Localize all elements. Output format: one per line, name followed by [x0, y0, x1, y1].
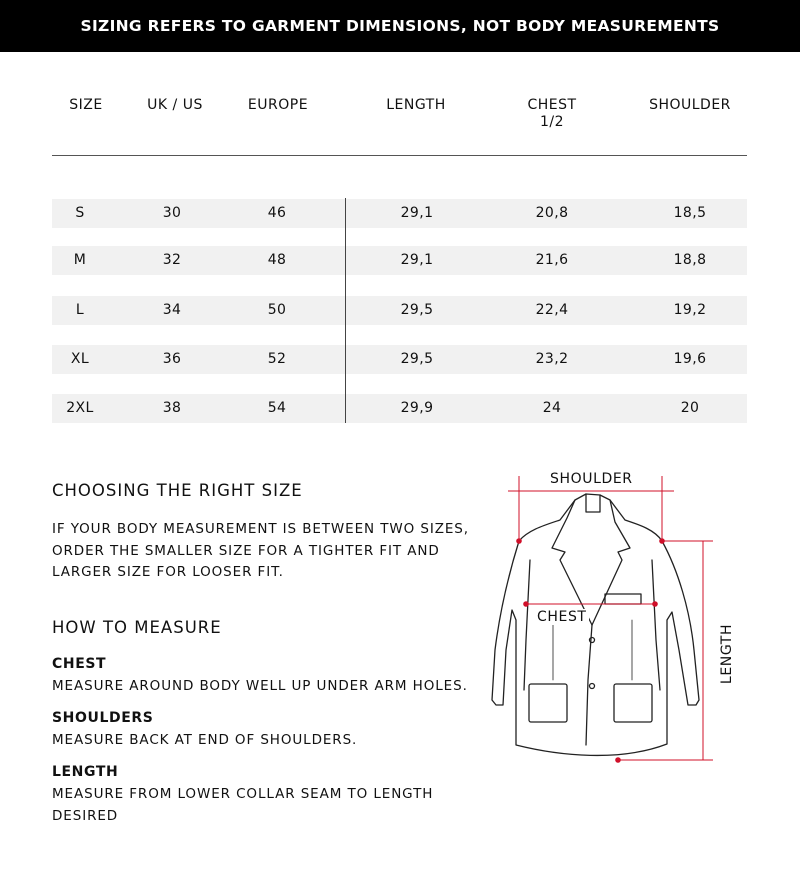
header-size: SIZE [69, 97, 103, 113]
choosing-line: IF YOUR BODY MEASUREMENT IS BETWEEN TWO SIZES, [52, 521, 469, 537]
cell-size: M [73, 252, 87, 268]
cell-chest: 22,4 [535, 302, 569, 318]
length-line: MEASURE FROM LOWER COLLAR SEAM TO LENGTH [52, 786, 434, 802]
cell-length: 29,5 [400, 302, 434, 318]
how-to-title: HOW TO MEASURE [52, 618, 222, 637]
header-uk-us: UK / US [147, 97, 203, 113]
table-column-divider [345, 198, 346, 423]
shoulder-label: SHOULDER [550, 471, 633, 487]
cell-chest: 23,2 [535, 351, 569, 367]
cell-uk-us: 34 [162, 302, 182, 318]
choosing-title: CHOOSING THE RIGHT SIZE [52, 481, 303, 500]
header-chest: CHEST [527, 97, 577, 113]
table-row [52, 345, 747, 374]
cell-size: XL [70, 351, 90, 367]
jacket-outline [492, 494, 699, 755]
length-text [52, 784, 433, 827]
cell-length: 29,1 [400, 205, 434, 221]
length-subtitle: LENGTH [52, 764, 119, 780]
cell-length: 29,9 [400, 400, 434, 416]
table-row [52, 199, 747, 228]
jacket-sleeve-right [652, 560, 660, 690]
cell-uk-us: 36 [162, 351, 182, 367]
jacket-placket [586, 494, 600, 512]
cell-size: L [75, 302, 85, 318]
table-row [52, 394, 747, 423]
jacket-pocket-left [529, 684, 567, 722]
jacket-chest-pocket [605, 594, 641, 604]
chest-subtitle: CHEST [52, 656, 107, 672]
cell-size: S [75, 205, 85, 221]
length-line: DESIRED [52, 807, 119, 824]
measure-point [659, 538, 665, 544]
measure-point [615, 757, 621, 763]
shoulders-subtitle: SHOULDERS [52, 710, 154, 726]
jacket-button [590, 638, 595, 643]
table-row [52, 246, 747, 275]
measure-point [652, 601, 658, 607]
header-divider [52, 155, 747, 156]
cell-length: 29,1 [400, 252, 434, 268]
page-banner [0, 0, 800, 52]
chest-text: MEASURE AROUND BODY WELL UP UNDER ARM HOLES. [52, 678, 468, 694]
length-label: LENGTH [719, 623, 735, 685]
header-chest-sub: 1/2 [539, 114, 565, 130]
measure-point [516, 538, 522, 544]
chest-label: CHEST [537, 609, 587, 625]
cell-chest: 20,8 [535, 205, 569, 221]
cell-uk-us: 30 [162, 205, 182, 221]
header-shoulder: SHOULDER [649, 97, 731, 113]
header-europe: EUROPE [247, 97, 309, 113]
cell-europe: 52 [267, 351, 287, 367]
jacket-pocket-right [614, 684, 652, 722]
cell-chest: 24 [542, 400, 562, 416]
cell-europe: 50 [267, 302, 287, 318]
jacket-collar [552, 500, 592, 625]
cell-uk-us: 38 [162, 400, 182, 416]
cell-shoulder: 19,6 [673, 351, 707, 367]
cell-shoulder: 18,5 [673, 205, 707, 221]
jacket-button [590, 684, 595, 689]
cell-europe: 46 [267, 205, 287, 221]
cell-shoulder: 20 [680, 400, 700, 416]
cell-uk-us: 32 [162, 252, 182, 268]
cell-size: 2XL [66, 400, 94, 416]
choosing-line: ORDER THE SMALLER SIZE FOR A TIGHTER FIT AND [52, 542, 440, 559]
shoulders-text: MEASURE BACK AT END OF SHOULDERS. [52, 732, 358, 748]
banner-text: SIZING REFERS TO GARMENT DIMENSIONS, NOT BODY MEASUREMENTS [80, 17, 720, 35]
measure-point [523, 601, 529, 607]
table-row [52, 296, 747, 325]
cell-chest: 21,6 [535, 252, 569, 268]
jacket-sleeve-left [524, 560, 530, 690]
choosing-text [52, 519, 469, 584]
cell-europe: 48 [267, 252, 287, 268]
cell-shoulder: 18,8 [673, 252, 707, 268]
cell-europe: 54 [267, 400, 287, 416]
cell-shoulder: 19,2 [673, 302, 707, 318]
cell-length: 29,5 [400, 351, 434, 367]
choosing-line: LARGER SIZE FOR LOOSER FIT. [52, 564, 284, 580]
header-length: LENGTH [386, 97, 446, 113]
jacket-diagram [480, 470, 730, 780]
